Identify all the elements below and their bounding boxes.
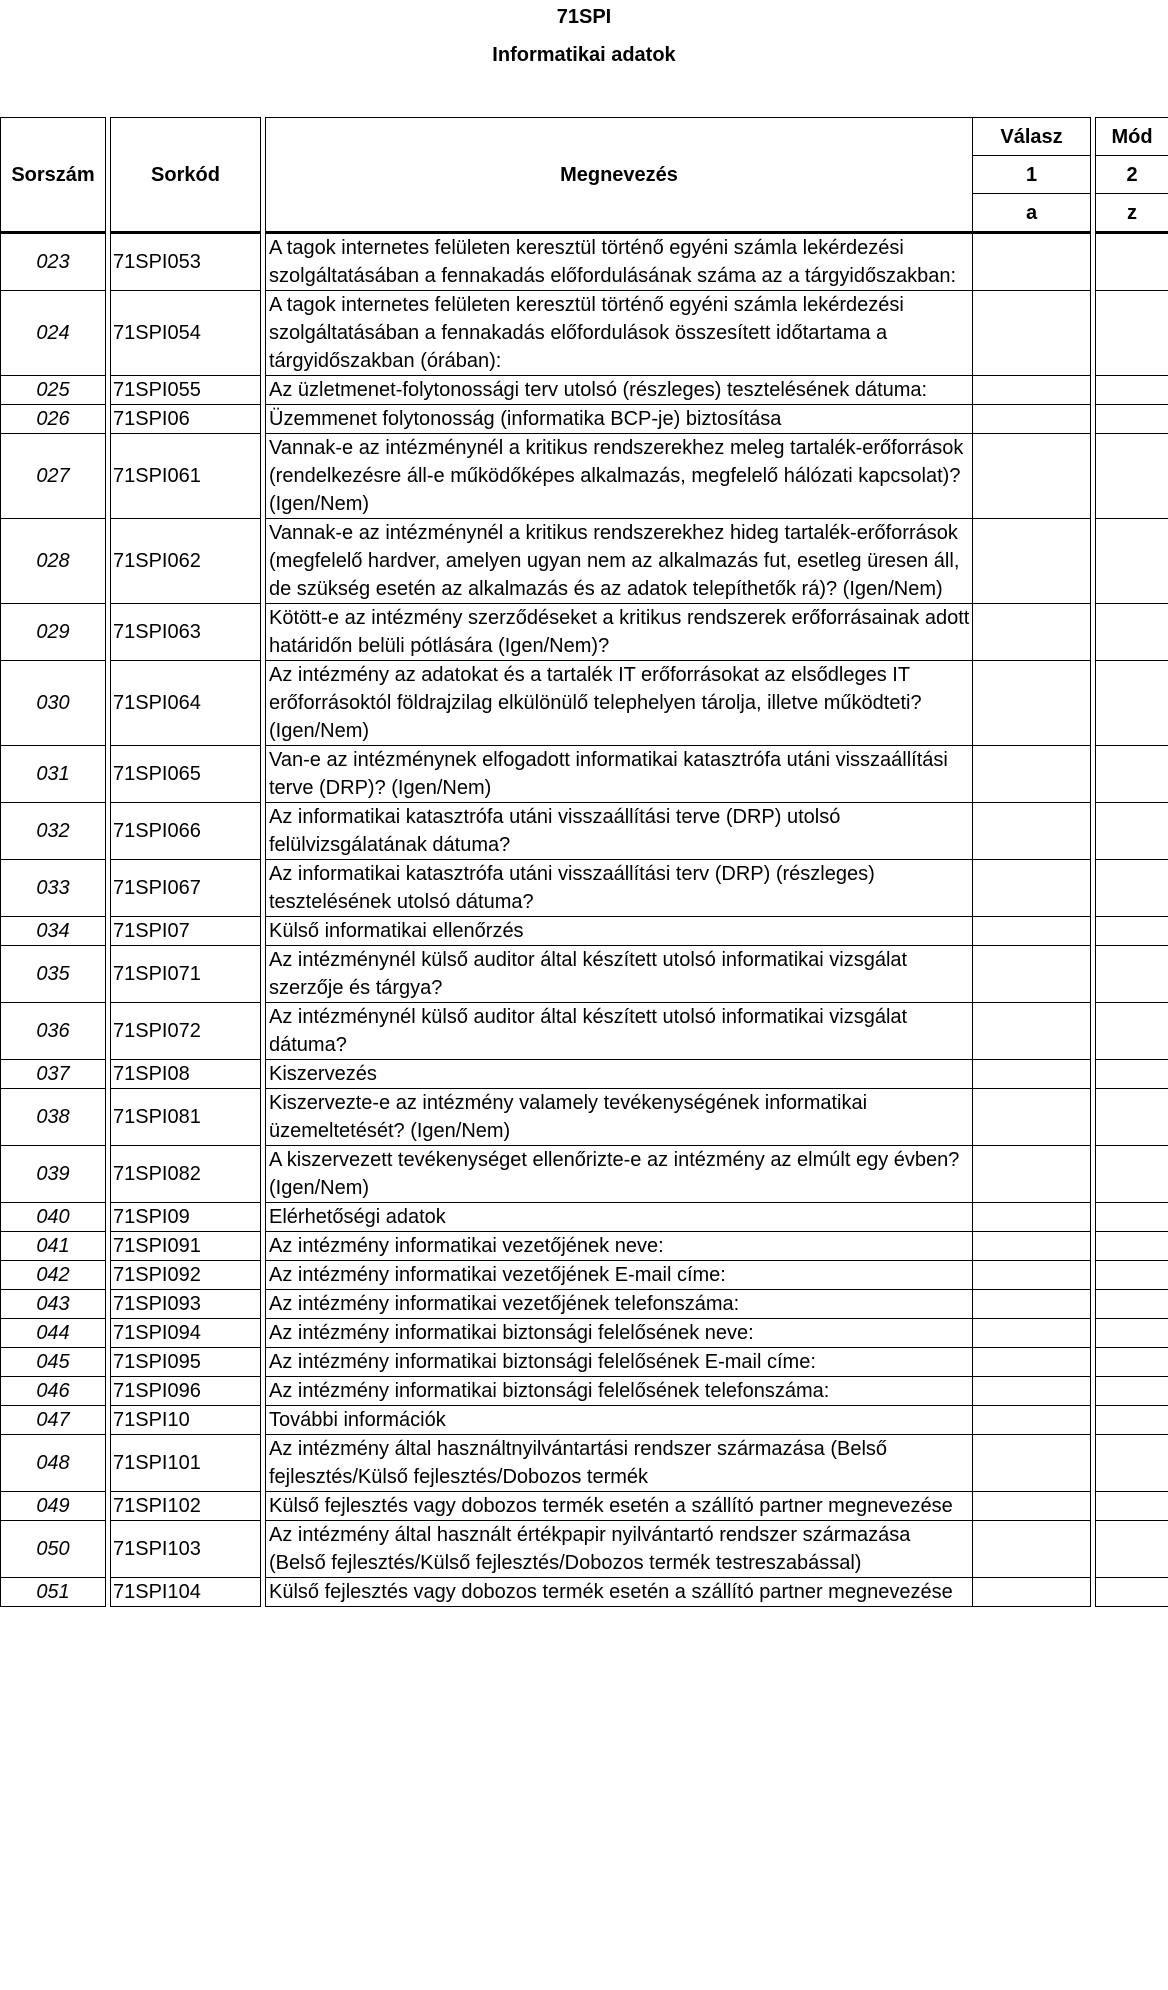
table-row (1, 1521, 1168, 1578)
row-megnevezes: Az intézménynél külső auditor által készített utolsó informatikai vizsgálat dátuma? (266, 1003, 973, 1060)
header-mod-code: z (1096, 194, 1168, 233)
row-sorkod: 71SPI08 (111, 1060, 261, 1089)
row-sorszam: 025 (1, 376, 106, 405)
row-sorszam: 039 (1, 1146, 106, 1203)
row-mod-cell[interactable] (1096, 1146, 1168, 1203)
table-row (1, 1203, 1168, 1232)
row-sorkod: 71SPI094 (111, 1319, 261, 1348)
row-sorszam: 044 (1, 1319, 106, 1348)
row-mod-cell[interactable] (1096, 1232, 1168, 1261)
row-megnevezes: Az intézmény informatikai biztonsági felelősének neve: (266, 1319, 973, 1348)
row-megnevezes: Kiszervezte-e az intézmény valamely tevékenységének informatikai üzemeltetését? (Igen/Nem) (266, 1089, 973, 1146)
header-mod-num: 2 (1096, 156, 1168, 194)
row-sorkod: 71SPI095 (111, 1348, 261, 1377)
row-valasz-cell[interactable] (973, 604, 1091, 661)
row-valasz-cell[interactable] (973, 1578, 1091, 1607)
row-mod-cell[interactable] (1096, 604, 1168, 661)
form-subtitle: Informatikai adatok (492, 44, 676, 66)
header-valasz-code: a (973, 194, 1091, 233)
row-mod-cell[interactable] (1096, 917, 1168, 946)
row-valasz-cell[interactable] (973, 1203, 1091, 1232)
row-megnevezes: Kötött-e az intézmény szerződéseket a kritikus rendszerek erőforrásainak adott határidőn belüli pótlására (Igen/Nem)? (266, 604, 973, 661)
row-valasz-cell[interactable] (973, 1377, 1091, 1406)
table-row (1, 917, 1168, 946)
header-mod: Mód (1096, 118, 1168, 156)
row-sorkod: 71SPI10 (111, 1406, 261, 1435)
table-row (1, 1492, 1168, 1521)
row-megnevezes: Az intézmény informatikai vezetőjének telefonszáma: (266, 1290, 973, 1319)
row-sorkod: 71SPI091 (111, 1232, 261, 1261)
header-sorkod: Sorkód (111, 118, 261, 233)
table-row (1, 233, 1168, 291)
row-megnevezes: Az intézmény által használt értékpapir nyilvántartó rendszer származása (Belső fejlesztés/Külső fejlesztés/Dobozos termék testreszabással) (266, 1521, 973, 1578)
row-valasz-cell[interactable] (973, 661, 1091, 746)
row-valasz-cell[interactable] (973, 376, 1091, 405)
row-megnevezes: Külső fejlesztés vagy dobozos termék esetén a szállító partner megnevezése (266, 1578, 973, 1607)
row-valasz-cell[interactable] (973, 1521, 1091, 1578)
row-sorszam: 027 (1, 434, 106, 519)
row-sorszam: 026 (1, 405, 106, 434)
row-sorkod: 71SPI103 (111, 1521, 261, 1578)
row-sorkod: 71SPI09 (111, 1203, 261, 1232)
row-mod-cell[interactable] (1096, 803, 1168, 860)
row-sorszam: 046 (1, 1377, 106, 1406)
row-mod-cell[interactable] (1096, 1203, 1168, 1232)
row-sorkod: 71SPI064 (111, 661, 261, 746)
table-row (1, 1377, 1168, 1406)
row-megnevezes: Külső fejlesztés vagy dobozos termék esetén a szállító partner megnevezése (266, 1492, 973, 1521)
row-sorkod: 71SPI067 (111, 860, 261, 917)
header-sorszam: Sorszám (1, 118, 106, 233)
row-mod-cell[interactable] (1096, 233, 1168, 291)
table-row (1, 604, 1168, 661)
row-mod-cell[interactable] (1096, 434, 1168, 519)
row-sorszam: 043 (1, 1290, 106, 1319)
row-sorszam: 034 (1, 917, 106, 946)
row-megnevezes: Külső informatikai ellenőrzés (266, 917, 973, 946)
row-mod-cell[interactable] (1096, 291, 1168, 376)
row-sorkod: 71SPI061 (111, 434, 261, 519)
row-megnevezes: Elérhetőségi adatok (266, 1203, 973, 1232)
row-mod-cell[interactable] (1096, 519, 1168, 604)
table-row (1, 746, 1168, 803)
table-row (1, 1290, 1168, 1319)
row-sorkod: 71SPI066 (111, 803, 261, 860)
row-mod-cell[interactable] (1096, 376, 1168, 405)
row-sorkod: 71SPI101 (111, 1435, 261, 1492)
row-valasz-cell[interactable] (973, 1290, 1091, 1319)
row-megnevezes: Vannak-e az intézménynél a kritikus rendszerekhez meleg tartalék-erőforrások (rendelkezésre áll-e működőképes alkalmazás, megfelelő hálózati kapcsolat)? (Igen/Nem) (266, 434, 973, 519)
row-valasz-cell[interactable] (973, 1435, 1091, 1492)
table-row (1, 1578, 1168, 1607)
row-sorszam: 042 (1, 1261, 106, 1290)
row-mod-cell[interactable] (1096, 405, 1168, 434)
table-row (1, 661, 1168, 746)
table-row (1, 1060, 1168, 1089)
row-mod-cell[interactable] (1096, 1261, 1168, 1290)
row-sorkod: 71SPI071 (111, 946, 261, 1003)
row-sorkod: 71SPI06 (111, 405, 261, 434)
row-sorszam: 045 (1, 1348, 106, 1377)
row-valasz-cell[interactable] (973, 803, 1091, 860)
row-megnevezes: Az intézmény informatikai vezetőjének neve: (266, 1232, 973, 1261)
row-mod-cell[interactable] (1096, 1060, 1168, 1089)
row-megnevezes: Az intézménynél külső auditor által készített utolsó informatikai vizsgálat szerzője és tárgya? (266, 946, 973, 1003)
row-sorkod: 71SPI104 (111, 1578, 261, 1607)
row-megnevezes: A tagok internetes felületen keresztül történő egyéni számla lekérdezési szolgáltatásában a fennakadás előfordulások összesített időtartama a tárgyidőszakban (órában): (266, 291, 973, 376)
row-sorszam: 035 (1, 946, 106, 1003)
row-sorszam: 051 (1, 1578, 106, 1607)
table-row (1, 1003, 1168, 1060)
row-megnevezes: Az intézmény informatikai biztonsági felelősének E-mail címe: (266, 1348, 973, 1377)
row-sorkod: 71SPI065 (111, 746, 261, 803)
row-mod-cell[interactable] (1096, 1089, 1168, 1146)
row-megnevezes: Az intézmény az adatokat és a tartalék IT erőforrásokat az elsődleges IT erőforrásoktól földrajzilag elkülönülő telephelyen tárolja, illetve működteti? (Igen/Nem) (266, 661, 973, 746)
row-sorszam: 031 (1, 746, 106, 803)
row-mod-cell[interactable] (1096, 746, 1168, 803)
row-mod-cell[interactable] (1096, 1435, 1168, 1492)
row-sorszam: 029 (1, 604, 106, 661)
row-mod-cell[interactable] (1096, 1492, 1168, 1521)
header-valasz: Válasz (973, 118, 1091, 156)
table-row (1, 1232, 1168, 1261)
form-title: 71SPI (556, 6, 612, 28)
row-valasz-cell[interactable] (973, 917, 1091, 946)
row-sorkod: 71SPI082 (111, 1146, 261, 1203)
table-row (1, 376, 1168, 405)
row-valasz-cell[interactable] (973, 860, 1091, 917)
row-sorkod: 71SPI054 (111, 291, 261, 376)
row-valasz-cell[interactable] (973, 291, 1091, 376)
row-valasz-cell[interactable] (973, 1146, 1091, 1203)
table-row (1, 1319, 1168, 1348)
row-mod-cell[interactable] (1096, 860, 1168, 917)
row-valasz-cell[interactable] (973, 434, 1091, 519)
table-row (1, 519, 1168, 604)
row-valasz-cell[interactable] (973, 1060, 1091, 1089)
row-sorkod: 71SPI063 (111, 604, 261, 661)
row-valasz-cell[interactable] (973, 1232, 1091, 1261)
row-valasz-cell[interactable] (973, 233, 1091, 291)
table-row (1, 946, 1168, 1003)
row-sorszam: 032 (1, 803, 106, 860)
row-megnevezes: Vannak-e az intézménynél a kritikus rendszerekhez hideg tartalék-erőforrások (megfelelő hardver, amelyen ugyan nem az alkalmazás fut, esetleg üresen áll, de szükség esetén az alkalmazás és az adatok telepíthetők rá)? (Igen/Nem) (266, 519, 973, 604)
row-megnevezes: A kiszervezett tevékenységet ellenőrizte-e az intézmény az elmúlt egy évben? (Igen/Nem) (266, 1146, 973, 1203)
row-sorszam: 040 (1, 1203, 106, 1232)
table-row (1, 1348, 1168, 1377)
row-sorszam: 023 (1, 233, 106, 291)
header-valasz-num: 1 (973, 156, 1091, 194)
row-valasz-cell[interactable] (973, 405, 1091, 434)
table-row (1, 434, 1168, 519)
row-megnevezes: Üzemmenet folytonosság (informatika BCP-je) biztosítása (266, 405, 973, 434)
table-row (1, 1261, 1168, 1290)
row-sorszam: 050 (1, 1521, 106, 1578)
row-mod-cell[interactable] (1096, 1578, 1168, 1607)
row-sorkod: 71SPI062 (111, 519, 261, 604)
row-sorszam: 033 (1, 860, 106, 917)
table-row (1, 291, 1168, 376)
row-sorkod: 71SPI072 (111, 1003, 261, 1060)
row-sorszam: 048 (1, 1435, 106, 1492)
row-megnevezes: A tagok internetes felületen keresztül történő egyéni számla lekérdezési szolgáltatásában a fennakadás előfordulásának száma az a tárgyidőszakban: (266, 233, 973, 291)
row-sorszam: 041 (1, 1232, 106, 1261)
row-megnevezes: További információk (266, 1406, 973, 1435)
table-row (1, 860, 1168, 917)
row-mod-cell[interactable] (1096, 1348, 1168, 1377)
row-mod-cell[interactable] (1096, 1521, 1168, 1578)
row-mod-cell[interactable] (1096, 1406, 1168, 1435)
table-row (1, 1435, 1168, 1492)
row-mod-cell[interactable] (1096, 1377, 1168, 1406)
table-row (1, 1146, 1168, 1203)
table-body (1, 233, 1168, 1607)
row-megnevezes: Kiszervezés (266, 1060, 973, 1089)
row-valasz-cell[interactable] (973, 519, 1091, 604)
row-sorszam: 047 (1, 1406, 106, 1435)
row-sorszam: 049 (1, 1492, 106, 1521)
row-mod-cell[interactable] (1096, 1003, 1168, 1060)
row-mod-cell[interactable] (1096, 946, 1168, 1003)
row-sorszam: 036 (1, 1003, 106, 1060)
row-megnevezes: Az informatikai katasztrófa utáni visszaállítási terv (DRP) (részleges) tesztelésének utolsó dátuma? (266, 860, 973, 917)
row-megnevezes: Van-e az intézménynek elfogadott informatikai katasztrófa utáni visszaállítási terve (DRP)? (Igen/Nem) (266, 746, 973, 803)
row-sorkod: 71SPI096 (111, 1377, 261, 1406)
row-mod-cell[interactable] (1096, 1290, 1168, 1319)
row-megnevezes: Az intézmény informatikai biztonsági felelősének telefonszáma: (266, 1377, 973, 1406)
row-sorkod: 71SPI092 (111, 1261, 261, 1290)
row-valasz-cell[interactable] (973, 1003, 1091, 1060)
row-megnevezes: Az intézmény által használtnyilvántartási rendszer származása (Belső fejlesztés/Külső fejlesztés/Dobozos termék (266, 1435, 973, 1492)
header-megnevezes: Megnevezés (266, 118, 973, 233)
row-sorszam: 038 (1, 1089, 106, 1146)
row-sorkod: 71SPI102 (111, 1492, 261, 1521)
row-sorszam: 024 (1, 291, 106, 376)
row-sorkod: 71SPI07 (111, 917, 261, 946)
row-valasz-cell[interactable] (973, 1319, 1091, 1348)
table-row (1, 803, 1168, 860)
table-row (1, 405, 1168, 434)
row-valasz-cell[interactable] (973, 1348, 1091, 1377)
row-megnevezes: Az informatikai katasztrófa utáni visszaállítási terve (DRP) utolsó felülvizsgálatának dátuma? (266, 803, 973, 860)
row-sorszam: 028 (1, 519, 106, 604)
row-sorkod: 71SPI093 (111, 1290, 261, 1319)
table-row (1, 1089, 1168, 1146)
row-sorkod: 71SPI081 (111, 1089, 261, 1146)
row-valasz-cell[interactable] (973, 1089, 1091, 1146)
row-mod-cell[interactable] (1096, 1319, 1168, 1348)
data-table (0, 117, 1168, 1607)
row-sorkod: 71SPI053 (111, 233, 261, 291)
row-valasz-cell[interactable] (973, 1406, 1091, 1435)
row-valasz-cell[interactable] (973, 946, 1091, 1003)
row-megnevezes: Az üzletmenet-folytonossági terv utolsó (részleges) tesztelésének dátuma: (266, 376, 973, 405)
row-sorszam: 030 (1, 661, 106, 746)
table-row (1, 1406, 1168, 1435)
row-sorszam: 037 (1, 1060, 106, 1089)
row-sorkod: 71SPI055 (111, 376, 261, 405)
row-valasz-cell[interactable] (973, 746, 1091, 803)
row-valasz-cell[interactable] (973, 1492, 1091, 1521)
row-megnevezes: Az intézmény informatikai vezetőjének E-mail címe: (266, 1261, 973, 1290)
row-mod-cell[interactable] (1096, 661, 1168, 746)
row-valasz-cell[interactable] (973, 1261, 1091, 1290)
